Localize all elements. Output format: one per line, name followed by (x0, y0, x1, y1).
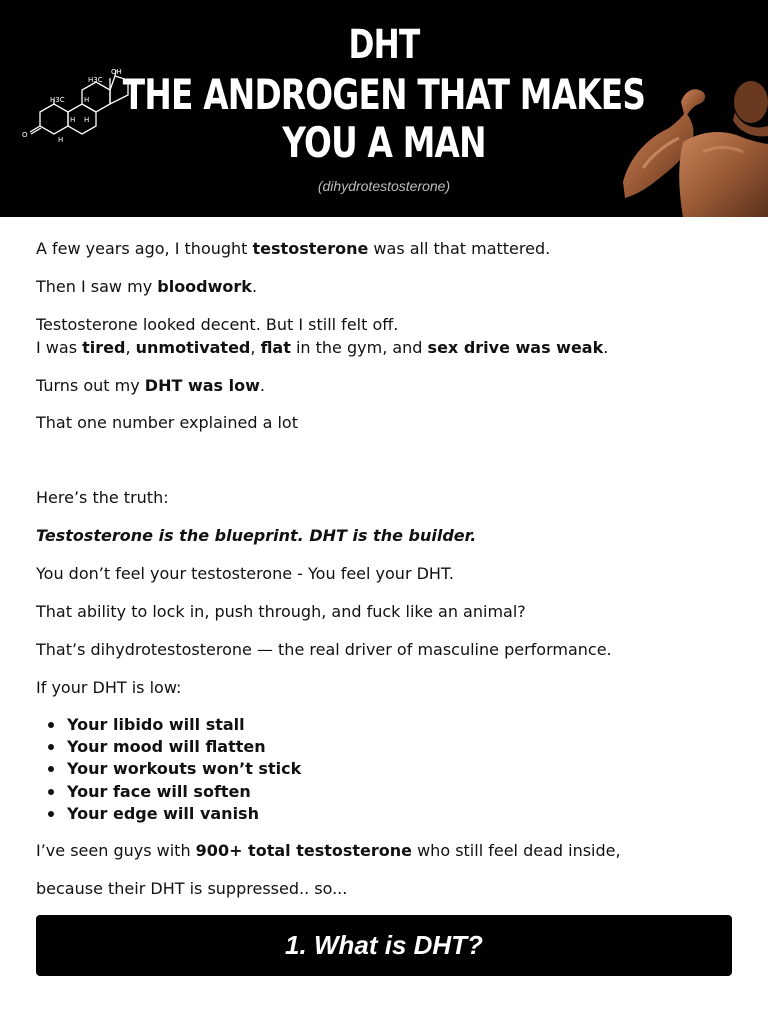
paragraph-truth: Here’s the truth: (36, 488, 169, 507)
list-item: Your mood will flatten (36, 736, 301, 758)
flexing-muscle-man-image (623, 72, 768, 217)
title-line-3: YOU A MAN (282, 118, 486, 167)
methyl-left-label: H3C (50, 96, 65, 104)
paragraph-if-low: If your DHT is low: (36, 678, 182, 697)
hydrogen-label-3: H (84, 116, 90, 124)
paragraph-900-total: I’ve seen guys with 900+ total testosterone who still feel dead inside, (36, 841, 621, 860)
header-banner (0, 0, 768, 217)
hydrogen-label-2: H (70, 116, 76, 124)
list-item: Your edge will vanish (36, 803, 301, 825)
paragraph-blueprint: Testosterone is the blueprint. DHT is the builder. (36, 526, 477, 545)
paragraph-lock-in: That ability to lock in, push through, and fuck like an animal? (36, 602, 526, 621)
oxygen-label: O (22, 131, 28, 139)
list-item: Your workouts won’t stick (36, 758, 301, 780)
paragraph-intro: A few years ago, I thought testosterone was all that mattered. (36, 239, 551, 258)
paragraph-symptoms: I was tired, unmotivated, flat in the gym, and sex drive was weak. (36, 338, 609, 357)
list-item: Your face will soften (36, 781, 301, 803)
hydroxyl-label: OH (111, 68, 122, 76)
paragraph-bloodwork: Then I saw my bloodwork. (36, 277, 258, 296)
section-heading-banner: 1. What is DHT? (36, 915, 732, 976)
paragraph-felt-off: Testosterone looked decent. But I still felt off. (36, 315, 399, 334)
methyl-top-label: H3C (88, 76, 103, 84)
subtitle: (dihydrotestosterone) (317, 178, 451, 194)
paragraph-dht-low: Turns out my DHT was low. (36, 376, 265, 395)
paragraph-one-number: That one number explained a lot (36, 413, 298, 432)
title-line-1: DHT (348, 22, 420, 68)
paragraph-suppressed: because their DHT is suppressed.. so... (36, 879, 348, 898)
low-dht-effects-list (36, 714, 301, 825)
hydrogen-label-4: H (58, 136, 64, 144)
title-line-2: THE ANDROGEN THAT MAKES (122, 70, 646, 119)
list-item: Your libido will stall (36, 714, 301, 736)
hydrogen-label-1: H (84, 96, 90, 104)
paragraph-real-driver: That’s dihydrotestosterone — the real driver of masculine performance. (36, 640, 612, 659)
paragraph-feel-dht: You don’t feel your testosterone - You feel your DHT. (36, 564, 454, 583)
